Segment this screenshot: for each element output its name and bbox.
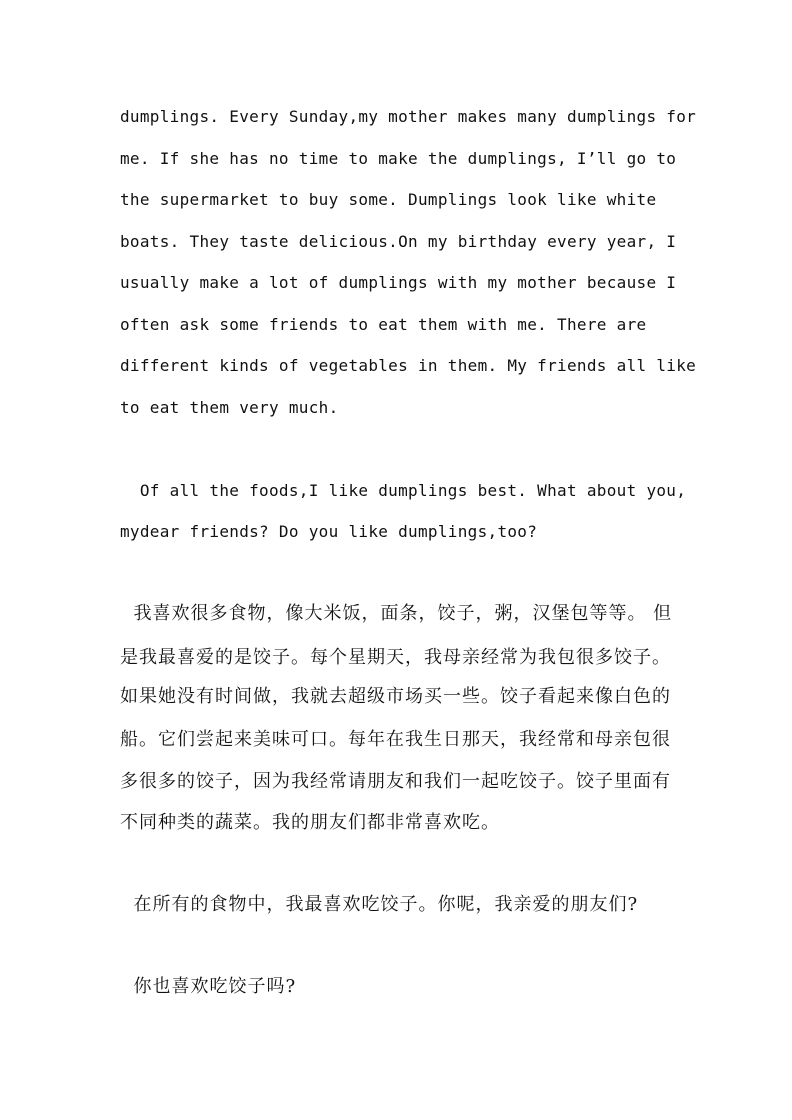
english-paragraph-1-line-8: to eat them very much. bbox=[120, 398, 339, 417]
english-paragraph-1-line-4: boats. They taste delicious.On my birthday every year, I bbox=[120, 232, 677, 251]
chinese-paragraph-1-line-2: 是我最喜爱的是饺子。每个星期天，我母亲经常为我包很多饺子。 bbox=[120, 647, 671, 668]
chinese-paragraph-2-line-1: 在所有的食物中，我最喜欢吃饺子。你呢，我亲爱的朋友们? bbox=[120, 894, 639, 915]
chinese-paragraph-1-line-6: 不同种类的蔬菜。我的朋友们都非常喜欢吃。 bbox=[120, 812, 500, 833]
chinese-paragraph-1-line-1: 我喜欢很多食物，像大米饭，面条，饺子，粥，汉堡包等等。 但 bbox=[120, 603, 673, 624]
english-paragraph-1-line-3: the supermarket to buy some. Dumplings look like white bbox=[120, 190, 657, 209]
english-paragraph-1-line-1: dumplings. Every Sunday,my mother makes many dumplings for bbox=[120, 107, 697, 126]
english-paragraph-2-line-2: mydear friends? Do you like dumplings,too? bbox=[120, 522, 538, 541]
chinese-paragraph-3-line-1: 你也喜欢吃饺子吗? bbox=[120, 976, 297, 997]
english-paragraph-1-line-2: me. If she has no time to make the dumplings, I’ll go to bbox=[120, 149, 677, 168]
chinese-paragraph-1-line-5: 多很多的饺子，因为我经常请朋友和我们一起吃饺子。饺子里面有 bbox=[120, 771, 671, 792]
english-paragraph-1-line-7: different kinds of vegetables in them. My friends all like bbox=[120, 356, 697, 375]
english-paragraph-1-line-6: often ask some friends to eat them with me. There are bbox=[120, 315, 647, 334]
english-paragraph-2-line-1: Of all the foods,I like dumplings best. What about you, bbox=[120, 481, 687, 500]
chinese-paragraph-1-line-3: 如果她没有时间做，我就去超级市场买一些。饺子看起来像白色的 bbox=[120, 686, 671, 707]
chinese-paragraph-1-line-4: 船。它们尝起来美味可口。每年在我生日那天，我经常和母亲包很 bbox=[120, 729, 671, 750]
english-paragraph-1-line-5: usually make a lot of dumplings with my mother because I bbox=[120, 273, 677, 292]
